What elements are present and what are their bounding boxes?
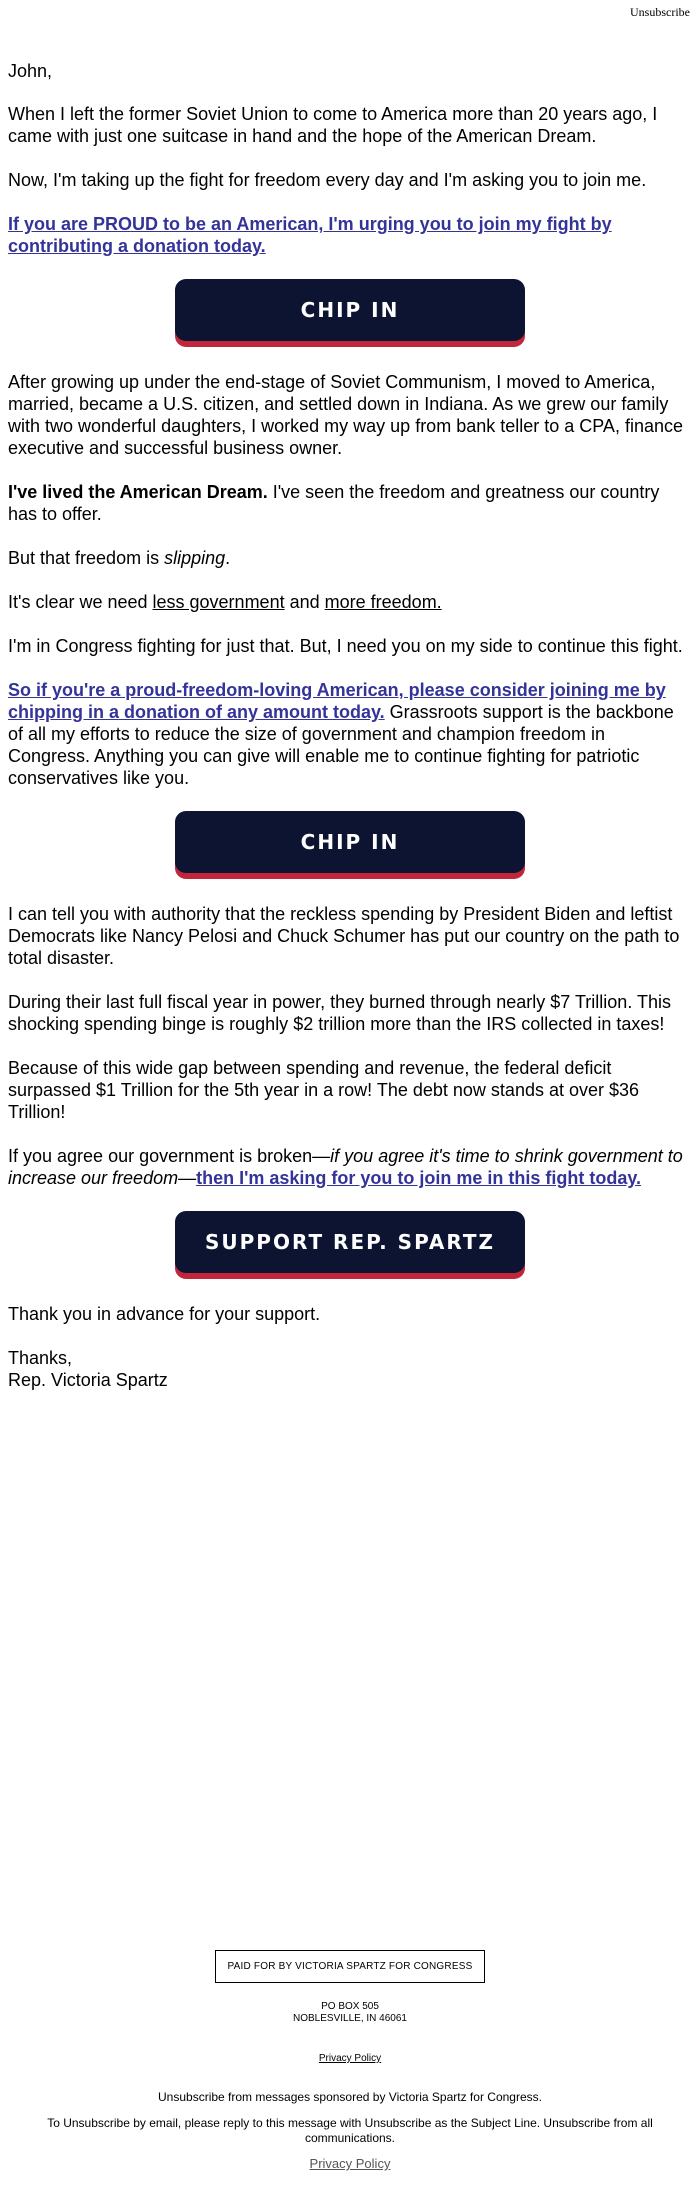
broken-start: If you agree our government is broken— — [8, 1146, 331, 1166]
unsubscribe-email-text: To Unsubscribe by email, please reply to this message with Unsubscribe as the Subject Line. Unsubscribe from all communications. — [47, 2116, 653, 2145]
govt-start: It's clear we need — [8, 592, 153, 612]
less-government-text: less government — [152, 592, 285, 612]
privacy-policy-link[interactable]: Privacy Policy — [309, 2156, 391, 2171]
paragraph-slipping — [8, 547, 692, 569]
govt-mid: and — [284, 592, 325, 612]
email-body — [8, 60, 692, 1391]
slipping-start: But that freedom is — [8, 548, 165, 568]
paragraph-background: After growing up under the end-stage of Soviet Communism, I moved to America, married, became a U.S. citizen, and settled down in Indiana. As we grew our family with two wonderful daughters, I worked my way up from bank teller to a CPA, finance executive and successful business owner. — [8, 372, 683, 458]
join-fight-link[interactable]: then I'm asking for you to join me in this fight today. — [196, 1168, 642, 1188]
grassroots-text: Grassroots support is the backbone of all my efforts to reduce the size of government and champion freedom in Congress. Anything you can give will enable me to continue fighting for patriotic conservatives like you. — [8, 702, 674, 788]
chip-in-button-1[interactable]: CHIP IN — [175, 279, 525, 341]
paragraph-congress: I'm in Congress fighting for just that. But, I need you on my side to continue this fight. — [8, 636, 683, 656]
button-row-2 — [8, 811, 692, 873]
paragraph-intro: When I left the former Soviet Union to come to America more than 20 years ago, I came with just one suitcase in hand and the hope of the American Dream. — [8, 104, 658, 146]
unsubscribe-link-top[interactable]: Unsubscribe — [630, 5, 690, 19]
signoff-text: Thanks, — [8, 1348, 73, 1368]
paragraph-deficit: Because of this wide gap between spending and revenue, the federal deficit surpassed $1 Trillion for the 5th year in a row! The debt now stands at over $36 Trillion! — [8, 1058, 640, 1122]
paragraph-trillion: During their last full fiscal year in power, they burned through nearly $7 Trillion. This shocking spending binge is roughly $2 trillion more than the IRS collected in taxes! — [8, 992, 672, 1034]
signature: Rep. Victoria Spartz — [8, 1370, 168, 1390]
paragraph-spending: I can tell you with authority that the reckless spending by President Biden and leftist Democrats like Nancy Pelosi and Chuck Schumer has put our country on the path to total disaster. — [8, 904, 680, 968]
donation-link-proud[interactable]: If you are PROUD to be an American, I'm urging you to join my fight by contributing a donation today. — [8, 214, 612, 256]
slipping-italic: slipping — [164, 548, 226, 568]
american-dream-rest: I've seen the freedom and greatness our country has to offer. — [8, 482, 660, 524]
american-dream-bold: I've lived the American Dream. — [8, 482, 268, 502]
cta-paragraph-1 — [8, 213, 692, 257]
address-line-1: PO BOX 505 — [321, 2001, 379, 2012]
button-row-1 — [8, 279, 692, 341]
broken-dash: — — [178, 1168, 197, 1188]
mailing-address — [0, 2001, 700, 2025]
button-row-3 — [8, 1211, 692, 1273]
slipping-end: . — [225, 548, 231, 568]
paragraph-thank-you: Thank you in advance for your support. — [8, 1304, 321, 1324]
footer — [0, 1950, 700, 2171]
paragraph-fight: Now, I'm taking up the fight for freedom every day and I'm asking you to join me. — [8, 170, 647, 190]
broken-italic: if you agree it's time to shrink government to increase our freedom — [8, 1146, 683, 1188]
privacy-policy-link-small[interactable]: Privacy Policy — [318, 2053, 382, 2064]
donation-link-any-amount[interactable]: So if you're a proud-freedom-loving American, please consider joining me by chipping in a donation of any amount today. — [8, 680, 666, 722]
chip-in-button-2[interactable]: CHIP IN — [175, 811, 525, 873]
cta-paragraph-2 — [8, 679, 692, 789]
paid-for-disclaimer: PAID FOR BY VICTORIA SPARTZ FOR CONGRESS — [215, 1950, 486, 1983]
signoff — [8, 1347, 692, 1391]
support-rep-spartz-button[interactable]: SUPPORT REP. SPARTZ — [175, 1211, 525, 1273]
paragraph-american-dream — [8, 481, 692, 525]
address-line-2: NOBLESVILLE, IN 46061 — [293, 2013, 407, 2024]
paragraph-less-government — [8, 591, 692, 613]
greeting: John, — [8, 61, 53, 81]
more-freedom-text: more freedom. — [324, 592, 442, 612]
unsubscribe-sponsor-text: Unsubscribe from messages sponsored by Victoria Spartz for Congress. — [158, 2090, 542, 2104]
cta-paragraph-3 — [8, 1145, 692, 1189]
